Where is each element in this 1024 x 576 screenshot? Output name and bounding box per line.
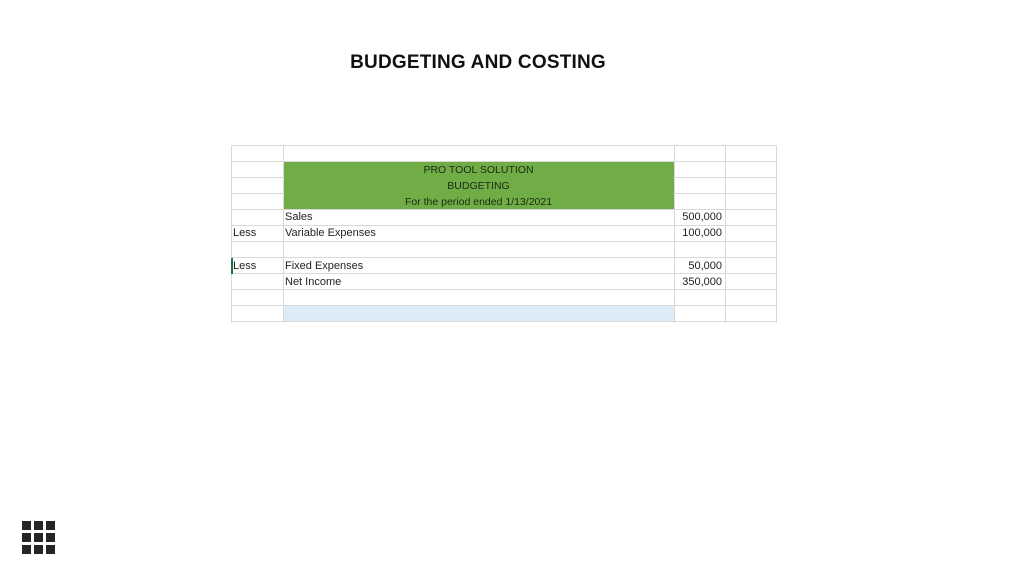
gridline: [231, 321, 777, 322]
gridline: [776, 145, 777, 323]
net-income-value: 350,000: [682, 276, 722, 288]
gridline: [231, 145, 232, 323]
gridline: [231, 305, 777, 306]
variable-prefix: Less: [233, 227, 257, 239]
fixed-expenses-value: 50,000: [688, 260, 722, 272]
statement-title: BUDGETING: [447, 180, 510, 192]
gridline: [725, 145, 726, 323]
fixed-prefix: Less: [233, 260, 257, 272]
statement-period: For the period ended 1/13/2021: [404, 196, 553, 208]
gridline: [231, 145, 777, 146]
grid-apps-icon[interactable]: [22, 521, 55, 554]
net-income-label: Net Income: [285, 276, 342, 288]
variable-expenses-value: 100,000: [682, 227, 722, 239]
company-name: PRO TOOL SOLUTION: [423, 164, 534, 176]
slide-title: BUDGETING AND COSTING: [350, 52, 606, 73]
gridline: [231, 177, 283, 178]
variable-expenses-label: Variable Expenses: [285, 227, 376, 239]
spreadsheet-image: [231, 145, 777, 323]
gridline: [231, 193, 283, 194]
selected-row-fill: [283, 305, 674, 321]
fixed-expenses-label: Fixed Expenses: [285, 260, 364, 272]
sales-label: Sales: [285, 211, 313, 223]
gridline: [231, 241, 777, 242]
sales-value: 500,000: [682, 211, 722, 223]
